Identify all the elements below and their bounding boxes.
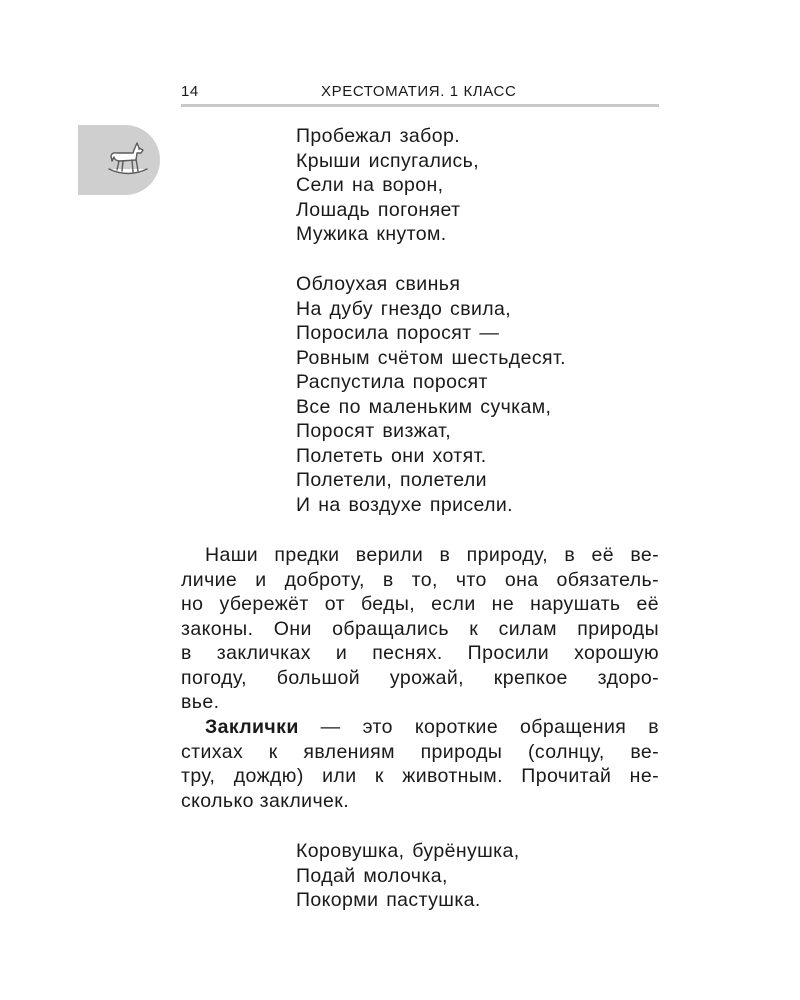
zaklichka-poem xyxy=(296,839,520,913)
paragraph-line: но убережёт от беды, если не нарушать её xyxy=(181,593,659,615)
poem-line: И на воздухе присели. xyxy=(296,493,513,516)
paragraph-line xyxy=(181,715,659,740)
poem-line: Мужика кнутом. xyxy=(296,223,447,245)
poem-line: Полететь они хотят. xyxy=(296,444,487,467)
poem-line: Поросят визжат, xyxy=(296,420,452,442)
paragraph-line: личие и доброту, в то, что она обязатель- xyxy=(181,568,659,591)
paragraph-line: тру, дождю) или к животным. Прочитай не- xyxy=(181,765,659,787)
poem-line: Подай молочка, xyxy=(296,864,448,887)
poem-line: Распустила поросят xyxy=(296,371,488,393)
paragraph-line: вье. xyxy=(181,691,220,713)
definition-text: — это короткие обращения в xyxy=(298,716,659,738)
poem-line: Облоухая свинья xyxy=(296,273,461,295)
poem-line: Поросила поросят — xyxy=(296,322,500,344)
term-zaklichki: Заклички xyxy=(205,716,299,738)
page-number: 14 xyxy=(181,83,199,100)
rocking-horse-icon xyxy=(106,138,150,182)
poem-line: Покорми пастушка. xyxy=(296,889,481,911)
poem-line: На дубу гнездо свила, xyxy=(296,297,512,320)
paragraph-line: погоду, большой урожай, крепкое здоро- xyxy=(181,666,659,689)
paragraph-line: в закличках и песнях. Просили хорошую xyxy=(181,642,659,664)
section-tab xyxy=(78,125,160,195)
poem-line: Сели на ворон, xyxy=(296,174,444,196)
paragraph-line: Наши предки верили в природу, в её ве- xyxy=(205,544,659,566)
poem-line: Пробежал забор. xyxy=(296,125,461,147)
poem-line: Коровушка, бурёнушка, xyxy=(296,840,520,862)
poem-line: Ровным счётом шестьдесят. xyxy=(296,346,566,369)
poem-stanza-1 xyxy=(296,124,479,247)
running-title: ХРЕСТОМАТИЯ. 1 КЛАСС xyxy=(321,83,517,100)
poem-line: Полетели, полетели xyxy=(296,469,487,491)
poem-line: Все по маленьким сучкам, xyxy=(296,395,552,418)
poem-stanza-2 xyxy=(296,272,566,517)
page-header xyxy=(181,80,659,107)
paragraph-line: стихах к явлениям природы (солнцу, ве- xyxy=(181,740,659,763)
paragraph-line: законы. Они обращались к силам природы xyxy=(181,617,659,640)
paragraph-line: сколько закличек. xyxy=(181,789,350,812)
poem-line: Лошадь погоняет xyxy=(296,198,461,221)
paragraph-ancestors xyxy=(181,543,659,715)
poem-line: Крыши испугались, xyxy=(296,149,480,172)
paragraph-zaklichki xyxy=(181,715,659,813)
